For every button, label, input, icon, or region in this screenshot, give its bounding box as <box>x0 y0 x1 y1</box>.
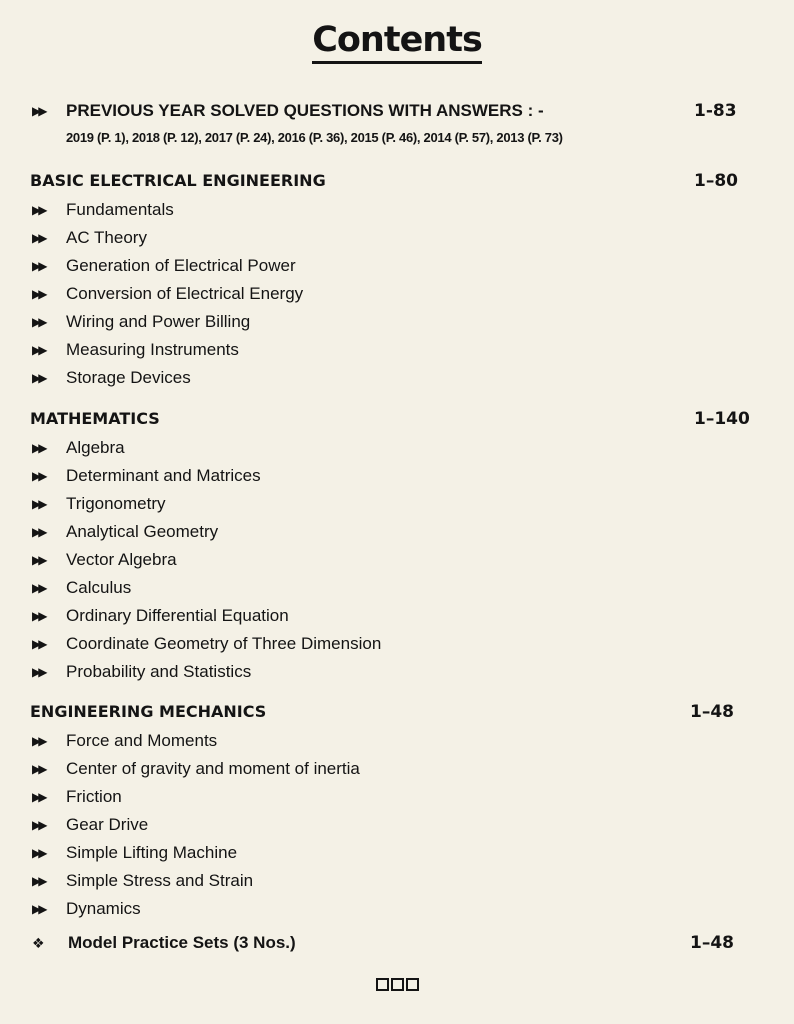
page-title: Contents <box>0 20 794 64</box>
topic-label: Friction <box>66 787 122 806</box>
double-arrow-icon: ▶▶ <box>32 734 45 748</box>
previous-year-row <box>0 96 794 126</box>
topic-label: Analytical Geometry <box>66 522 219 541</box>
topic-label: Dynamics <box>66 899 141 918</box>
model-practice-label: Model Practice Sets (3 Nos.) <box>68 933 296 952</box>
double-arrow-icon: ▶▶ <box>32 104 45 118</box>
double-arrow-icon: ▶▶ <box>32 581 45 595</box>
double-arrow-icon: ▶▶ <box>32 553 45 567</box>
topic-label: Coordinate Geometry of Three Dimension <box>66 634 382 653</box>
topic-label: Generation of Electrical Power <box>66 256 296 275</box>
diamond-bullet-icon: ❖ <box>32 935 45 951</box>
section-title: BASIC ELECTRICAL ENGINEERING <box>30 171 326 190</box>
square-ornament-icon <box>406 978 419 991</box>
square-ornament-icon <box>391 978 404 991</box>
list-item <box>0 224 794 252</box>
section-header <box>0 166 794 196</box>
topic-label: Calculus <box>66 578 132 597</box>
topic-label: Probability and Statistics <box>66 662 252 681</box>
double-arrow-icon: ▶▶ <box>32 441 45 455</box>
topic-label: Gear Drive <box>66 815 149 834</box>
double-arrow-icon: ▶▶ <box>32 371 45 385</box>
list-item <box>0 308 794 336</box>
previous-year-range: 1-83 <box>694 101 737 121</box>
topic-label: Measuring Instruments <box>66 340 239 359</box>
list-item <box>0 434 794 462</box>
double-arrow-icon: ▶▶ <box>32 874 45 888</box>
list-item <box>0 336 794 364</box>
list-item <box>0 895 794 923</box>
section-range: 1–80 <box>694 171 738 191</box>
double-arrow-icon: ▶▶ <box>32 203 45 217</box>
double-arrow-icon: ▶▶ <box>32 343 45 357</box>
list-item <box>0 196 794 224</box>
model-practice-row <box>0 928 794 958</box>
list-item <box>0 811 794 839</box>
double-arrow-icon: ▶▶ <box>32 902 45 916</box>
section-title: MATHEMATICS <box>30 409 160 428</box>
list-item <box>0 518 794 546</box>
topic-label: Center of gravity and moment of inertia <box>66 759 360 778</box>
list-item <box>0 727 794 755</box>
topic-label: Simple Lifting Machine <box>66 843 238 862</box>
list-item <box>0 658 794 686</box>
section-engineering-mechanics <box>0 697 794 923</box>
topic-label: Determinant and Matrices <box>66 466 261 485</box>
double-arrow-icon: ▶▶ <box>32 497 45 511</box>
list-item <box>0 630 794 658</box>
topic-label: Algebra <box>66 438 125 457</box>
double-arrow-icon: ▶▶ <box>32 818 45 832</box>
double-arrow-icon: ▶▶ <box>32 259 45 273</box>
topic-label: Wiring and Power Billing <box>66 312 251 331</box>
model-practice-sets <box>0 928 794 958</box>
topic-label: Force and Moments <box>66 731 218 750</box>
topic-label: Fundamentals <box>66 200 174 219</box>
list-item <box>0 755 794 783</box>
topic-label: Ordinary Differential Equation <box>66 606 289 625</box>
double-arrow-icon: ▶▶ <box>32 525 45 539</box>
end-ornament <box>0 978 794 996</box>
double-arrow-icon: ▶▶ <box>32 762 45 776</box>
list-item <box>0 867 794 895</box>
double-arrow-icon: ▶▶ <box>32 315 45 329</box>
list-item <box>0 490 794 518</box>
double-arrow-icon: ▶▶ <box>32 287 45 301</box>
section-basic-electrical <box>0 166 794 392</box>
double-arrow-icon: ▶▶ <box>32 609 45 623</box>
topic-label: Conversion of Electrical Energy <box>66 284 304 303</box>
double-arrow-icon: ▶▶ <box>32 665 45 679</box>
double-arrow-icon: ▶▶ <box>32 846 45 860</box>
list-item <box>0 783 794 811</box>
previous-year-title: PREVIOUS YEAR SOLVED QUESTIONS WITH ANSWERS : - <box>66 101 544 120</box>
topic-label: Storage Devices <box>66 368 191 387</box>
list-item <box>0 364 794 392</box>
previous-year-block <box>0 96 794 150</box>
list-item <box>0 252 794 280</box>
topic-label: Trigonometry <box>66 494 166 513</box>
list-item <box>0 462 794 490</box>
double-arrow-icon: ▶▶ <box>32 790 45 804</box>
square-ornament-icon <box>376 978 389 991</box>
model-practice-range: 1–48 <box>690 933 734 953</box>
section-range: 1–140 <box>694 409 750 429</box>
list-item <box>0 280 794 308</box>
double-arrow-icon: ▶▶ <box>32 231 45 245</box>
section-range: 1–48 <box>690 702 734 722</box>
section-header <box>0 697 794 727</box>
double-arrow-icon: ▶▶ <box>32 637 45 651</box>
list-item <box>0 546 794 574</box>
list-item <box>0 602 794 630</box>
previous-year-list <box>0 126 794 150</box>
topic-label: Vector Algebra <box>66 550 177 569</box>
topic-label: AC Theory <box>66 228 147 247</box>
section-title: ENGINEERING MECHANICS <box>30 702 267 721</box>
list-item <box>0 839 794 867</box>
section-mathematics <box>0 404 794 686</box>
previous-year-pages: 2019 (P. 1), 2018 (P. 12), 2017 (P. 24), 2016 (P. 36), 2015 (P. 46), 2014 (P. 57), 2013 (P. 73) <box>66 130 563 145</box>
list-item <box>0 574 794 602</box>
double-arrow-icon: ▶▶ <box>32 469 45 483</box>
topic-label: Simple Stress and Strain <box>66 871 254 890</box>
section-header <box>0 404 794 434</box>
